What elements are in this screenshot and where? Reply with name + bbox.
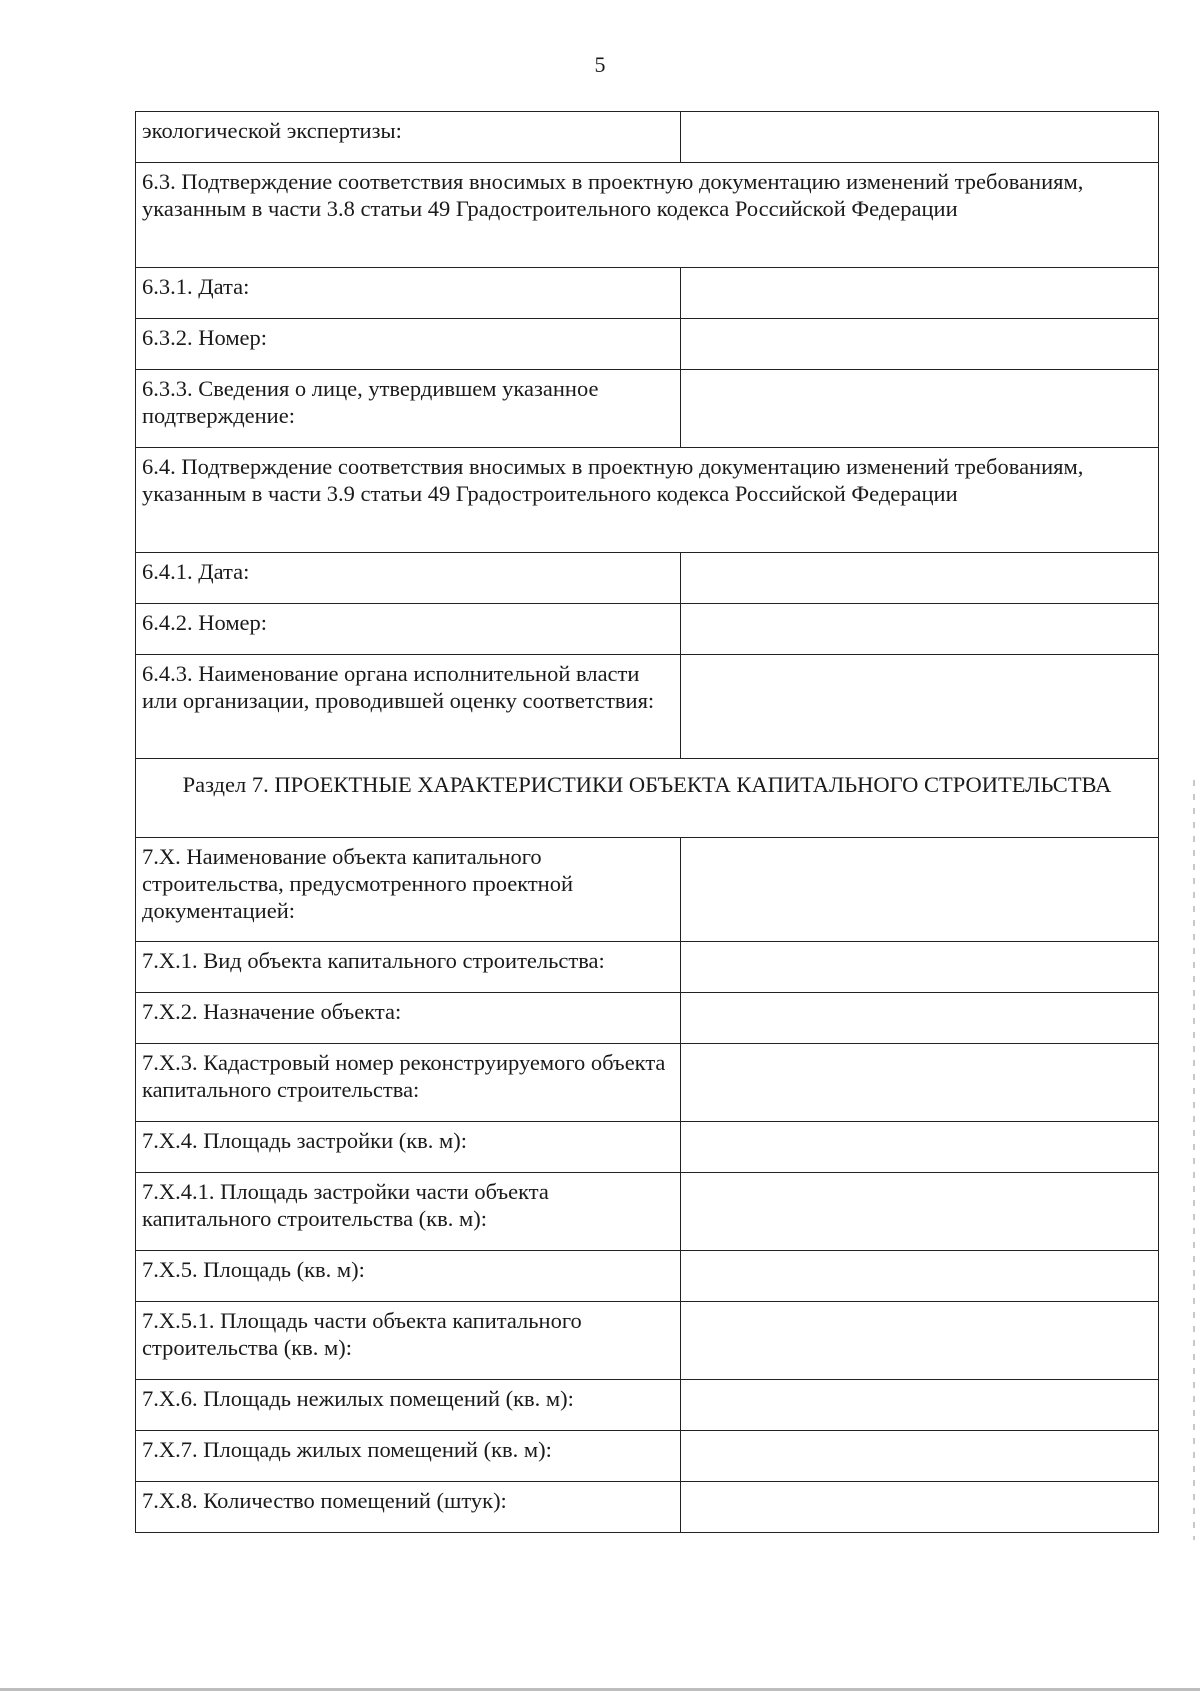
field-value-cell[interactable] [681,1044,1159,1122]
section-heading: Раздел 7. ПРОЕКТНЫЕ ХАРАКТЕРИСТИКИ ОБЪЕКТА КАПИТАЛЬНОГО СТРОИТЕЛЬСТВА [136,759,1159,838]
table-row [136,448,1159,553]
field-label: 7.X. Наименование объекта капитального строительства, предусмотренного проектной документацией: [136,838,681,942]
field-value-cell[interactable] [681,268,1159,319]
form-table [135,111,1159,1533]
field-value-cell[interactable] [681,942,1159,993]
field-value-cell[interactable] [681,553,1159,604]
scan-edge-right [1193,780,1195,1540]
table-row [136,1380,1159,1431]
page-number: 5 [594,52,606,77]
table-row [136,1044,1159,1122]
subsection-heading: 6.4. Подтверждение соответствия вносимых в проектную документацию изменений требованиям, указанным в части 3.9 статьи 49 Градостроительного кодекса Российской Федерации [136,448,1159,553]
field-label: 7.X.8. Количество помещений (штук): [136,1482,681,1533]
field-value-cell[interactable] [681,1380,1159,1431]
field-label: 7.X.3. Кадастровый номер реконструируемого объекта капитального строительства: [136,1044,681,1122]
table-row [136,1122,1159,1173]
scan-edge-bottom [0,1688,1200,1691]
field-value-cell[interactable] [681,1431,1159,1482]
field-value-cell[interactable] [681,838,1159,942]
field-value-cell[interactable] [681,1122,1159,1173]
field-value-cell[interactable] [681,319,1159,370]
field-value-cell[interactable] [681,1302,1159,1380]
table-row [136,1431,1159,1482]
table-row [136,370,1159,448]
table-row [136,1173,1159,1251]
table-row [136,993,1159,1044]
field-value-cell[interactable] [681,1251,1159,1302]
field-label: 7.X.5.1. Площадь части объекта капитального строительства (кв. м): [136,1302,681,1380]
table-row [136,319,1159,370]
table-row [136,1251,1159,1302]
field-label: 6.3.2. Номер: [136,319,681,370]
field-label: 7.X.4. Площадь застройки (кв. м): [136,1122,681,1173]
field-label: экологической экспертизы: [136,112,681,163]
field-label: 7.X.4.1. Площадь застройки части объекта капитального строительства (кв. м): [136,1173,681,1251]
field-value-cell[interactable] [681,1482,1159,1533]
table-row [136,1302,1159,1380]
field-label: 7.X.6. Площадь нежилых помещений (кв. м): [136,1380,681,1431]
table-row [136,655,1159,759]
field-value-cell[interactable] [681,112,1159,163]
table-row [136,604,1159,655]
table-row [136,163,1159,268]
field-label: 6.3.1. Дата: [136,268,681,319]
table-row [136,759,1159,838]
field-label: 6.4.3. Наименование органа исполнительной власти или организации, проводившей оценку соответствия: [136,655,681,759]
field-label: 7.X.5. Площадь (кв. м): [136,1251,681,1302]
table-row [136,1482,1159,1533]
field-label: 6.3.3. Сведения о лице, утвердившем указанное подтверждение: [136,370,681,448]
field-value-cell[interactable] [681,655,1159,759]
field-value-cell[interactable] [681,604,1159,655]
table-row [136,553,1159,604]
field-label: 6.4.1. Дата: [136,553,681,604]
table-row [136,268,1159,319]
table-row [136,838,1159,942]
subsection-heading: 6.3. Подтверждение соответствия вносимых в проектную документацию изменений требованиям, указанным в части 3.8 статьи 49 Градостроительного кодекса Российской Федерации [136,163,1159,268]
field-label: 7.X.7. Площадь жилых помещений (кв. м): [136,1431,681,1482]
field-value-cell[interactable] [681,1173,1159,1251]
table-row [136,942,1159,993]
field-label: 6.4.2. Номер: [136,604,681,655]
field-value-cell[interactable] [681,993,1159,1044]
field-value-cell[interactable] [681,370,1159,448]
field-label: 7.X.1. Вид объекта капитального строительства: [136,942,681,993]
table-row [136,112,1159,163]
field-label: 7.X.2. Назначение объекта: [136,993,681,1044]
